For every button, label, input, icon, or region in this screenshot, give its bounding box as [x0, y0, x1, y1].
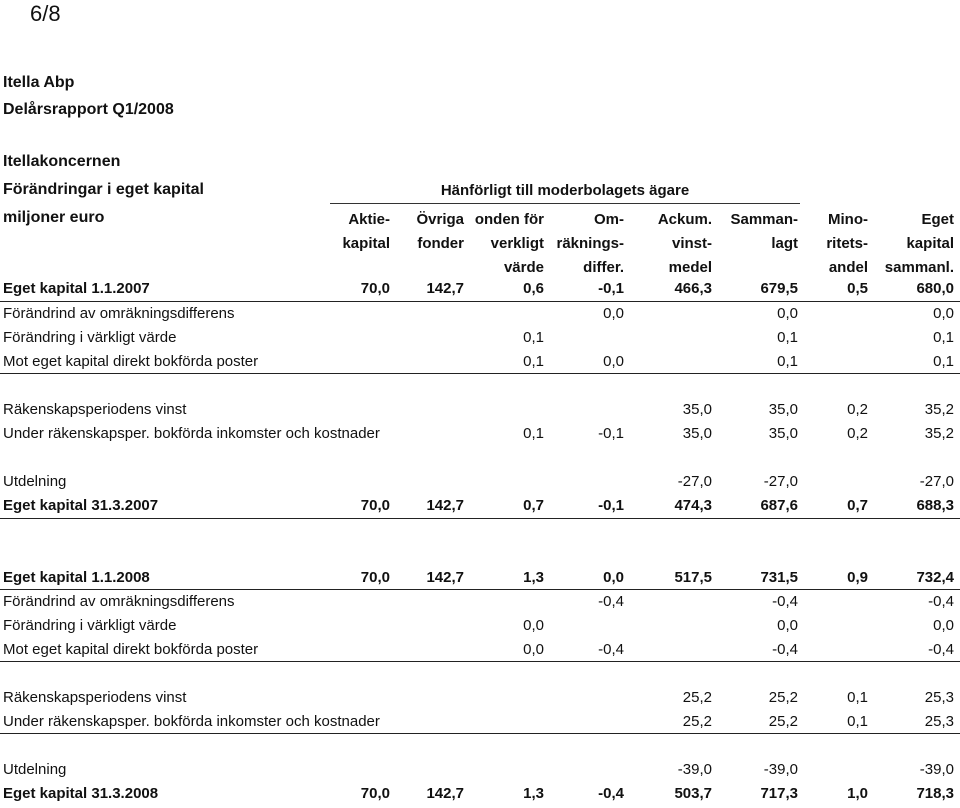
cell-value: 0,1: [777, 329, 798, 346]
cell-value: 35,0: [768, 425, 798, 442]
cell-value: 1,3: [523, 569, 544, 586]
cell-value: 680,0: [916, 280, 954, 297]
cell-value: 0,9: [847, 569, 868, 586]
column-header-line: onden för: [474, 211, 544, 228]
table-row: [0, 566, 960, 590]
cell-value: 0,2: [847, 425, 868, 442]
cell-value: 0,7: [523, 497, 544, 514]
table-row: [0, 614, 960, 638]
cell-value: 0,0: [603, 305, 624, 322]
table-row: [0, 494, 960, 518]
cell-value: 0,1: [523, 329, 544, 346]
cell-value: 70,0: [360, 280, 390, 297]
cell-value: 35,0: [768, 401, 798, 418]
cell-value: 70,0: [360, 497, 390, 514]
column-header: [768, 208, 868, 280]
column-header-line: kapital: [906, 235, 954, 252]
row-label: Förändring i värkligt värde: [3, 617, 177, 634]
table-row: [0, 302, 960, 326]
cell-value: 687,6: [760, 497, 798, 514]
cell-value: 0,1: [933, 353, 954, 370]
row-divider: [0, 733, 960, 734]
cell-value: -0,4: [928, 641, 954, 658]
cell-value: -0,4: [928, 593, 954, 610]
cell-value: 0,1: [777, 353, 798, 370]
cell-value: 25,2: [768, 713, 798, 730]
table-row: [0, 782, 960, 806]
cell-value: 35,0: [682, 425, 712, 442]
row-label: Förändring i värkligt värde: [3, 329, 177, 346]
table-row: [0, 470, 960, 494]
column-header-line: Aktie-: [348, 211, 390, 228]
cell-value: 0,0: [933, 305, 954, 322]
table-row: [0, 326, 960, 350]
cell-value: 0,1: [933, 329, 954, 346]
column-header: [854, 208, 954, 280]
cell-value: 0,1: [523, 425, 544, 442]
row-label: Räkenskapsperiodens vinst: [3, 401, 187, 418]
cell-value: 0,0: [777, 617, 798, 634]
cell-value: 732,4: [916, 569, 954, 586]
cell-value: 1,0: [847, 785, 868, 802]
table-row: [0, 686, 960, 710]
cell-value: -0,4: [772, 641, 798, 658]
cell-value: -0,1: [598, 497, 624, 514]
row-label: Mot eget kapital direkt bokförda poster: [3, 353, 259, 370]
cell-value: 0,7: [847, 497, 868, 514]
row-divider: [0, 301, 960, 302]
row-label: Eget kapital 31.3.2007: [3, 497, 159, 514]
cell-value: 142,7: [426, 280, 464, 297]
cell-value: 142,7: [426, 497, 464, 514]
column-header-line: värde: [503, 259, 544, 276]
cell-value: 731,5: [760, 569, 798, 586]
cell-value: 474,3: [674, 497, 712, 514]
row-label: Räkenskapsperiodens vinst: [3, 689, 187, 706]
cell-value: 35,2: [924, 401, 954, 418]
cell-value: 1,3: [523, 785, 544, 802]
row-divider: [0, 373, 960, 374]
row-label: Eget kapital 1.1.2007: [3, 280, 150, 297]
cell-value: 35,2: [924, 425, 954, 442]
cell-value: -27,0: [677, 473, 712, 490]
group-header: Hänförligt till moderbolagets ägare: [440, 182, 690, 199]
cell-value: 517,5: [674, 569, 712, 586]
cell-value: -27,0: [763, 473, 798, 490]
cell-value: 0,1: [847, 713, 868, 730]
cell-value: 25,3: [924, 713, 954, 730]
cell-value: 717,3: [760, 785, 798, 802]
group-header-rule: [330, 203, 800, 204]
statement-title: Förändringar i eget kapital: [3, 181, 204, 198]
table-row: [0, 758, 960, 782]
column-header-line: medel: [668, 259, 712, 276]
row-label: Utdelning: [3, 761, 67, 778]
cell-value: 0,0: [523, 641, 544, 658]
row-label: Förändrind av omräkningsdifferens: [3, 305, 235, 322]
row-divider: [0, 518, 960, 519]
table-row: [0, 350, 960, 374]
cell-value: 466,3: [674, 280, 712, 297]
column-header-line: fonder: [417, 235, 464, 252]
report-title: Delårsrapport Q1/2008: [3, 101, 174, 118]
group-name: Itellakoncernen: [3, 153, 121, 170]
row-label: Förändrind av omräkningsdifferens: [3, 593, 235, 610]
company-name: Itella Abp: [3, 74, 75, 91]
column-header-line: Om-: [594, 211, 624, 228]
row-label: Mot eget kapital direkt bokförda poster: [3, 641, 259, 658]
table-row: [0, 277, 960, 301]
cell-value: 142,7: [426, 785, 464, 802]
column-header: [612, 208, 712, 280]
cell-value: 0,0: [933, 617, 954, 634]
table-row: [0, 422, 960, 446]
column-header-line: kapital: [342, 235, 390, 252]
table-row: [0, 398, 960, 422]
row-divider: [0, 589, 960, 590]
row-label: Eget kapital 1.1.2008: [3, 569, 150, 586]
cell-value: 0,1: [847, 689, 868, 706]
column-header-line: lagt: [771, 235, 798, 252]
table-row: [0, 638, 960, 662]
cell-value: -0,1: [598, 280, 624, 297]
table-row: [0, 710, 960, 734]
cell-value: -39,0: [763, 761, 798, 778]
cell-value: 718,3: [916, 785, 954, 802]
cell-value: 70,0: [360, 569, 390, 586]
cell-value: -0,4: [772, 593, 798, 610]
cell-value: -27,0: [919, 473, 954, 490]
column-header-line: andel: [828, 259, 868, 276]
column-header-line: Eget: [921, 211, 954, 228]
row-divider: [0, 661, 960, 662]
cell-value: -0,1: [598, 425, 624, 442]
column-header-line: Samman-: [730, 211, 798, 228]
cell-value: 0,6: [523, 280, 544, 297]
cell-value: 0,0: [777, 305, 798, 322]
cell-value: -39,0: [919, 761, 954, 778]
cell-value: 25,2: [768, 689, 798, 706]
cell-value: 503,7: [674, 785, 712, 802]
unit-label: miljoner euro: [3, 209, 105, 226]
cell-value: -0,4: [598, 593, 624, 610]
row-label: Utdelning: [3, 473, 67, 490]
cell-value: -0,4: [598, 641, 624, 658]
cell-value: 688,3: [916, 497, 954, 514]
cell-value: -39,0: [677, 761, 712, 778]
row-label: Under räkenskapsper. bokförda inkomster och kostnader: [3, 713, 380, 730]
column-header: [524, 208, 624, 280]
cell-value: 0,5: [847, 280, 868, 297]
table-row: [0, 590, 960, 614]
cell-value: 25,2: [682, 689, 712, 706]
column-header-line: differ.: [583, 259, 624, 276]
cell-value: 0,0: [603, 569, 624, 586]
cell-value: 142,7: [426, 569, 464, 586]
column-header-line: verkligt: [490, 235, 544, 252]
column-header-line: Mino-: [828, 211, 868, 228]
cell-value: 0,0: [603, 353, 624, 370]
cell-value: 0,1: [523, 353, 544, 370]
row-label: Eget kapital 31.3.2008: [3, 785, 159, 802]
row-label: Under räkenskapsper. bokförda inkomster och kostnader: [3, 425, 380, 442]
cell-value: -0,4: [598, 785, 624, 802]
cell-value: 25,3: [924, 689, 954, 706]
page-number: 6/8: [30, 1, 61, 26]
cell-value: 0,2: [847, 401, 868, 418]
cell-value: 35,0: [682, 401, 712, 418]
cell-value: 25,2: [682, 713, 712, 730]
cell-value: 70,0: [360, 785, 390, 802]
column-header-line: sammanl.: [884, 259, 954, 276]
cell-value: 679,5: [760, 280, 798, 297]
column-header-line: Ackum.: [657, 211, 712, 228]
column-header-line: vinst-: [671, 235, 712, 252]
column-header-line: ritets-: [826, 235, 868, 252]
cell-value: 0,0: [523, 617, 544, 634]
column-header-line: Övriga: [416, 211, 464, 228]
column-header-line: räknings-: [556, 235, 624, 252]
